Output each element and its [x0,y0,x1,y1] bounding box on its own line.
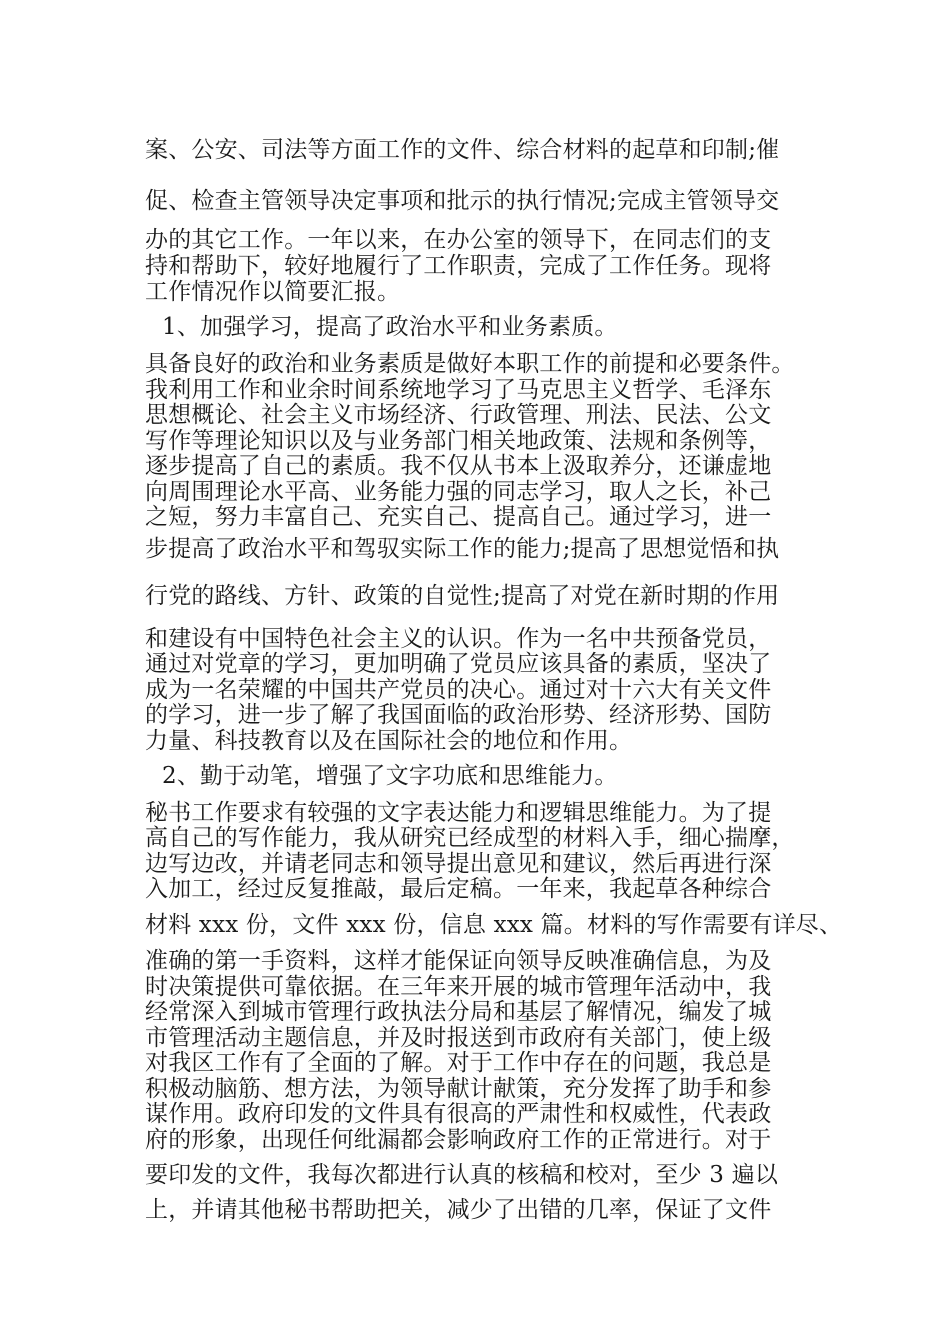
text-line: 对我区工作有了全面的了解。对于工作中存在的问题，我总是 [145,1050,772,1076]
text-line: 经常深入到城市管理行政执法分局和基层了解情况，编发了城 [145,999,772,1025]
text-line: 市管理活动主题信息，并及时报送到市政府有关部门，使上级 [145,1025,772,1051]
text-line: 逐步提高了自己的素质。我不仅从书本上汲取养分，还谦虚地 [145,453,772,479]
text-line: 积极动脑筋、想方法，为领导献计献策，充分发挥了助手和参 [145,1076,772,1102]
text-line: 时决策提供可靠依据。在三年来开展的城市管理年活动中，我 [145,974,772,1000]
text-line: 向周围理论水平高、业务能力强的同志学习，取人之长，补己 [145,479,772,505]
text-line: 材料 xxx 份，文件 xxx 份，信息 xxx 篇。材料的写作需要有详尽、 [145,912,843,938]
text-line: 成为一名荣耀的中国共产党员的决心。通过对十六大有关文件 [145,677,772,703]
text-line: 入加工，经过反复推敲，最后定稿。一年来，我起草各种综合 [145,876,772,902]
text-line: 具备良好的政治和业务素质是做好本职工作的前提和必要条件。 [145,351,795,377]
text-line: 边写边改，并请老同志和领导提出意见和建议，然后再进行深 [145,851,772,877]
text-line: 上，并请其他秘书帮助把关，减少了出错的几率，保证了文件 [145,1197,772,1223]
text-line: 谋作用。政府印发的文件具有很高的严肃性和权威性，代表政 [145,1101,772,1127]
text-line: 高自己的写作能力，我从研究已经成型的材料入手，细心揣摩， [145,825,795,851]
section-heading-2: 2、勤于动笔，增强了文字功底和思维能力。 [162,763,618,789]
text-line: 之短，努力丰富自己、充实自己、提高自己。通过学习，进一 [145,504,772,530]
text-line: 办的其它工作。一年以来，在办公室的领导下，在同志们的支 [145,227,772,253]
text-line: 写作等理论知识以及与业务部门相关地政策、法规和条例等， [145,428,772,454]
text-line: 我利用工作和业余时间系统地学习了马克思主义哲学、毛泽东 [145,377,772,403]
text-line: 府的形象，出现任何纰漏都会影响政府工作的正常进行。对于 [145,1127,772,1153]
text-line: 和建设有中国特色社会主义的认识。作为一名中共预备党员， [145,626,772,652]
text-line: 要印发的文件，我每次都进行认真的核稿和校对，至少 3 遍以 [145,1162,779,1188]
text-line: 持和帮助下，较好地履行了工作职责，完成了工作任务。现将 [145,253,772,279]
text-line: 工作情况作以简要汇报。 [145,279,401,305]
text-line: 力量、科技教育以及在国际社会的地位和作用。 [145,728,633,754]
text-line: 秘书工作要求有较强的文字表达能力和逻辑思维能力。为了提 [145,800,772,826]
text-line: 的学习，进一步了解了我国面临的政治形势、经济形势、国防 [145,702,772,728]
text-line: 思想概论、社会主义市场经济、行政管理、刑法、民法、公文 [145,402,772,428]
text-line: 步提高了政治水平和驾驭实际工作的能力;提高了思想觉悟和执 [145,536,780,562]
section-heading-1: 1、加强学习，提高了政治水平和业务素质。 [162,314,618,340]
text-line: 准确的第一手资料，这样才能保证向领导反映准确信息，为及 [145,948,772,974]
text-line: 案、公安、司法等方面工作的文件、综合材料的起草和印制;催 [145,137,780,163]
text-line: 行党的路线、方针、政策的自觉性;提高了对党在新时期的作用 [145,583,780,609]
text-line: 通过对党章的学习，更加明确了党员应该具备的素质，坚决了 [145,651,772,677]
text-line: 促、检查主管领导决定事项和批示的执行情况;完成主管领导交 [145,188,780,214]
